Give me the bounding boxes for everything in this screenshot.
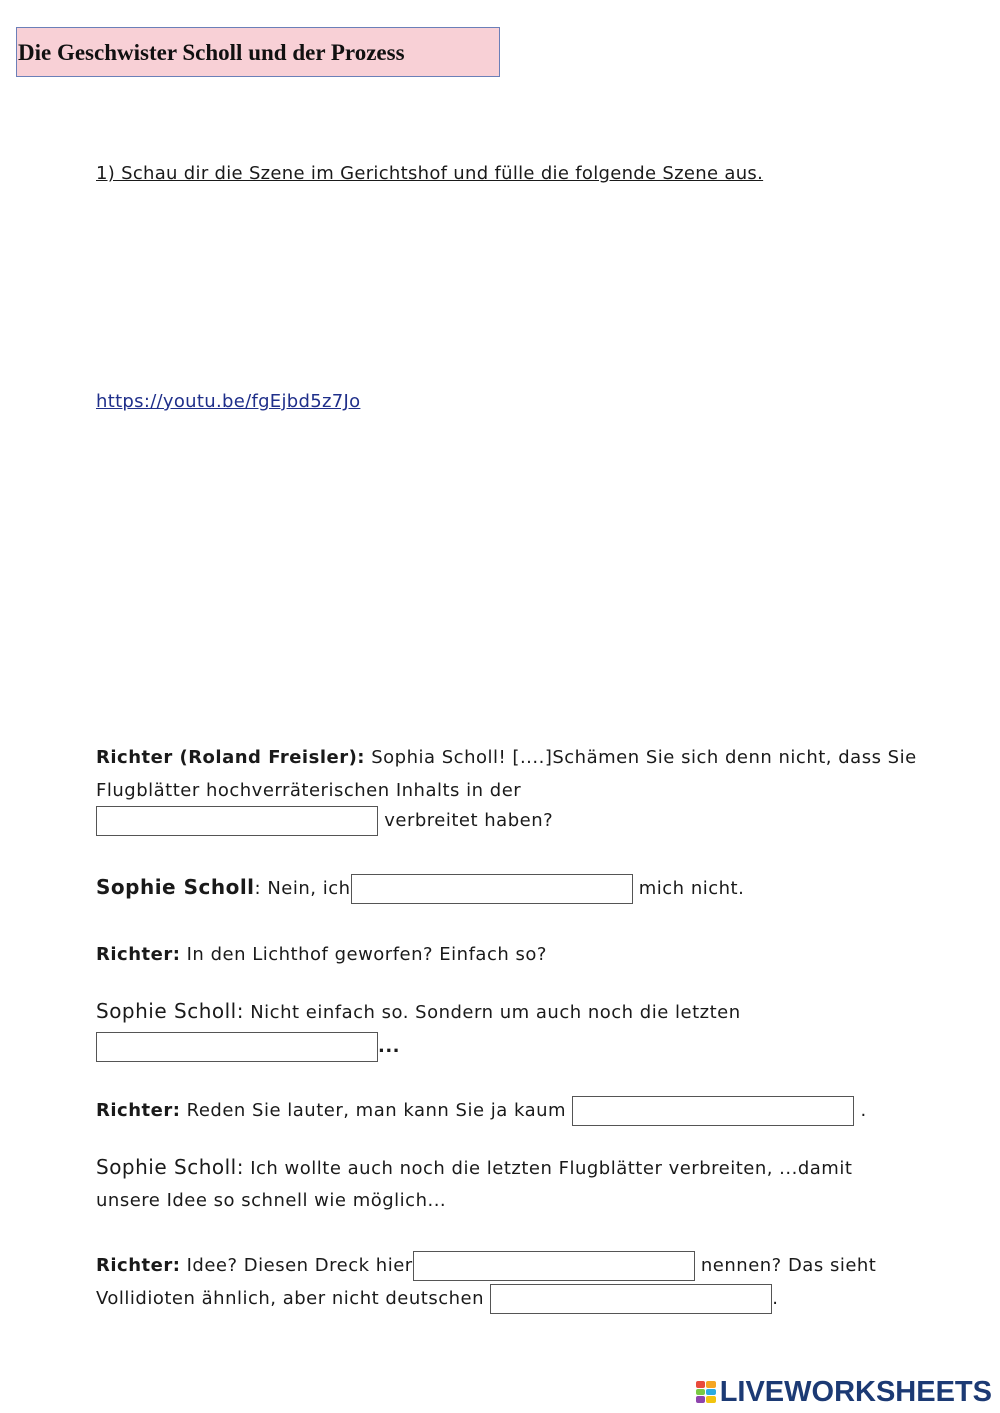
answer-field-2[interactable]: [351, 874, 633, 904]
speaker-sophie: Sophie Scholl:: [96, 1155, 244, 1179]
dialogue-line-8: [96, 1094, 867, 1127]
line-text: Nicht einfach so. Sondern um auch noch die letzten: [243, 1002, 741, 1023]
logo-tile: [706, 1396, 716, 1403]
answer-field-5[interactable]: [413, 1251, 695, 1281]
logo-tile: [696, 1396, 706, 1403]
speaker-judge: Richter:: [96, 1255, 181, 1276]
ellipsis: ...: [378, 1036, 401, 1057]
logo-tile: [696, 1381, 706, 1388]
line-text: Sophia Scholl! [....]Schämen Sie sich denn nicht, dass Sie: [365, 747, 917, 768]
line-text: .: [772, 1288, 779, 1309]
task-instruction: 1) Schau dir die Szene im Gerichtshof und fülle die folgende Szene aus.: [96, 163, 764, 184]
liveworksheets-logo: [696, 1376, 992, 1408]
video-link[interactable]: https://youtu.be/fgEjbd5z7Jo: [96, 391, 361, 412]
speaker-judge: Richter:: [96, 1100, 181, 1121]
line-text: Flugblätter hochverräterischen Inhalts in der: [96, 780, 522, 801]
dialogue-line-11: [96, 1249, 876, 1282]
logo-tile: [706, 1381, 716, 1388]
line-text: nennen? Das sieht: [694, 1255, 877, 1276]
dialogue-line-10: [96, 1184, 446, 1217]
answer-field-1[interactable]: [96, 806, 378, 836]
dialogue-line-7: [96, 1030, 400, 1063]
line-text: unsere Idee so schnell wie möglich...: [96, 1190, 447, 1211]
logo-icon: [696, 1381, 716, 1403]
line-text: In den Lichthof geworfen? Einfach so?: [180, 944, 547, 965]
answer-field-4[interactable]: [572, 1096, 854, 1126]
speaker-sophie: Sophie Scholl: [96, 875, 255, 899]
logo-tile: [696, 1389, 706, 1396]
line-text: Ich wollte auch noch die letzten Flugblätter verbreiten, ...damit: [243, 1158, 853, 1179]
line-text: Vollidioten ähnlich, aber nicht deutschen: [96, 1288, 491, 1309]
answer-field-6[interactable]: [490, 1284, 772, 1314]
worksheet-title: Die Geschwister Scholl und der Prozess: [16, 27, 500, 77]
dialogue-line-12: [96, 1282, 778, 1315]
line-text: Nein, ich: [261, 878, 351, 899]
speaker-sophie: Sophie Scholl:: [96, 999, 244, 1023]
brand-name: LIVEWORKSHEETS: [719, 1375, 992, 1408]
line-text: Reden Sie lauter, man kann Sie ja kaum: [180, 1100, 573, 1121]
dialogue-line-2: [96, 774, 521, 807]
line-text: Idee? Diesen Dreck hier: [180, 1255, 413, 1276]
speaker-judge: Richter:: [96, 944, 181, 965]
line-text: .: [854, 1100, 867, 1121]
line-text: mich nicht.: [632, 878, 745, 899]
dialogue-line-5: [96, 938, 547, 971]
dialogue-line-1: [96, 741, 917, 774]
speaker-judge-full: Richter (Roland Freisler):: [96, 747, 365, 768]
dialogue-line-4: [96, 871, 744, 905]
dialogue-line-9: [96, 1151, 852, 1185]
logo-tile: [706, 1389, 716, 1396]
dialogue-line-6: [96, 995, 741, 1029]
answer-field-3[interactable]: [96, 1032, 378, 1062]
dialogue-line-3: [96, 804, 553, 837]
colon: :: [254, 878, 262, 899]
line-text: verbreitet haben?: [378, 810, 554, 831]
